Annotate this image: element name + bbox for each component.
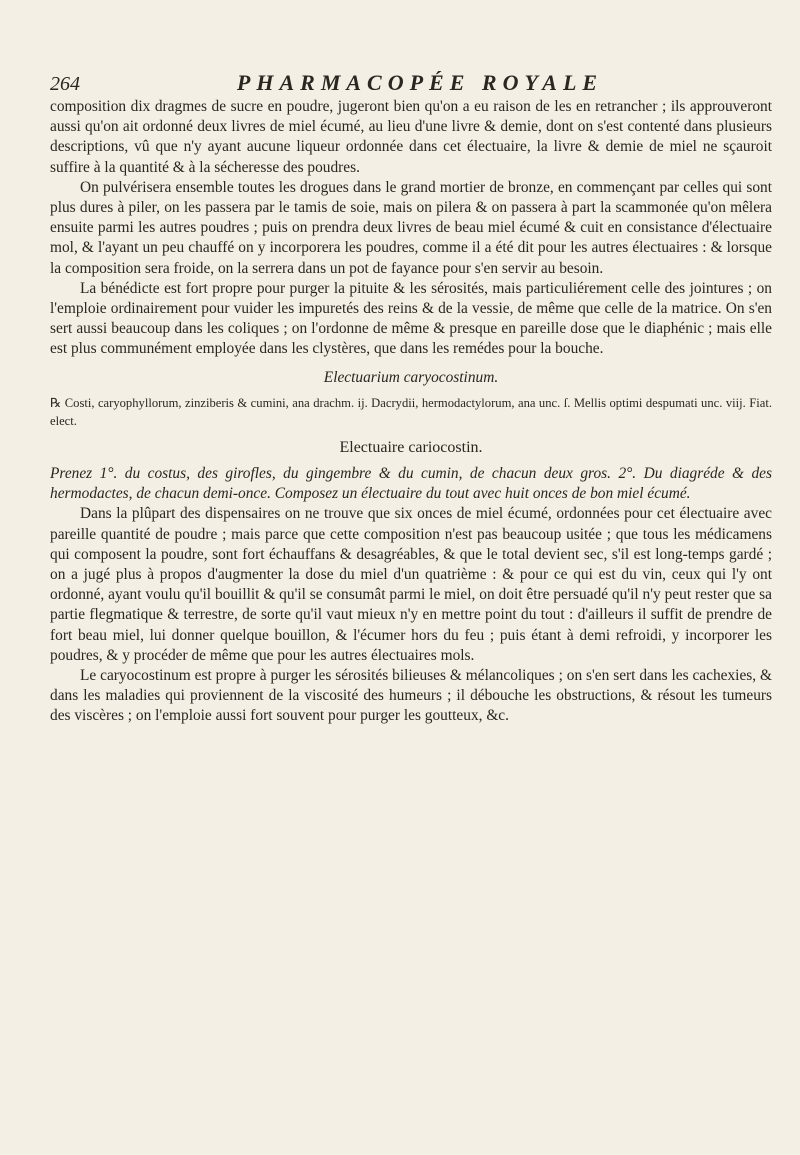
french-recipe-heading: Electuaire cariocostin. <box>339 438 483 456</box>
paragraph: Dans la plûpart des dispensaires on ne trouve que six onces de miel écumé, ordonnées pour cet électuaire avec pareille quantité de poudre ; mais parce que cette composition n'est pas beaucoup usitée ; que tous les médicamens qui composent la poudre, sont fort échauffans & desagréables, & que le total devient sec, s'il est long-temps gardé ; on a jugé plus à propos d'augmenter la dose du miel d'un quatrième : & pour ce qui est du vin, ceux qui l'y ont ordonné, ayant voulu qu'il bouillit & qu'il se consumât parmi le miel, on doit être persuadé qu'il n'y peut rester que sa partie flegmatique & terrestre, de sorte qu'il vaut mieux n'y en mettre point du tout : d'ailleurs il suffit de prendre de fort beau miel, lui donner quelque bouillon, & l'écumer hors du feu ; puis étant à demi refroidi, y incorporer les poudres, & y procéder de même que pour les autres électuaires mols. <box>50 505 772 664</box>
page-number: 264 <box>50 73 80 95</box>
paragraph: On pulvérisera ensemble toutes les drogues dans le grand mortier de bronze, en commençant par celles qui sont plus dures à piler, on les passera par le tamis de soie, mais on pilera & on passera à part la scammonée qu'on mêlera ensuite parmi les autres poudres ; puis on prendra deux livres de beau miel écumé & cuit en consistance d'électuaire mol, & l'ayant un peu chauffé on y incorporera les poudres, comme il a été dit pour les autres électuaires : & lorsque la composition sera froide, on la serrera dans un pot de fayance pour s'en servir au besoin. <box>50 178 772 277</box>
running-title: PHARMACOPÉE ROYALE <box>236 70 604 95</box>
page-body <box>50 97 772 727</box>
latin-recipe-formula: ℞ Costi, caryophyllorum, zinziberis & cumini, ana drachm. ij. Dacrydii, hermodactylorum, ana unc. ſ. Mellis optimi despumati unc. viij. Fiat. elect. <box>50 395 772 428</box>
paragraph: composition dix dragmes de sucre en poudre, jugeront bien qu'on a eu raison de les en retrancher ; ils approuveront aussi qu'on ait ordonné deux livres de miel écumé, au lieu d'une livre & demie, dont on s'est contenté dans plusieurs descriptions, vû que n'y ayant aucune liqueur ordonnée dans cet électuaire, la livre & demie de miel ne sçauroit suffire à la quantité & à la sécheresse des poudres. <box>50 98 772 176</box>
page-header <box>50 70 770 96</box>
paragraph: La bénédicte est fort propre pour purger la pituite & les sérosités, mais particuliérement celle des jointures ; on l'emploie ordinairement pour vuider les impuretés des reins & de la vessie, de même que celle de la matrice. On s'en sert aussi beaucoup dans les coliques ; on l'ordonne de même & presque en pareille dose que le diaphénic ; mais elle est plus communément employée dans les clystères, que dans les remédes pour la bouche. <box>50 279 772 358</box>
french-recipe-directions: Prenez 1°. du costus, des girofles, du gingembre & du cumin, de chacun deux gros. 2°. Du diagréde & des hermodactes, de chacun demi-once. Composez un électuaire du tout avec huit onces de bon miel écumé. <box>50 465 772 503</box>
latin-recipe-heading: Electuarium caryocostinum. <box>323 368 499 386</box>
paragraph: Le caryocostinum est propre à purger les sérosités bilieuses & mélancoliques ; on s'en sert dans les cachexies, & dans les maladies qui proviennent de la viscosité des humeurs ; il débouche les obstructions, & résout les tumeurs des viscères ; on l'emploie aussi fort souvent pour purger les goutteux, &c. <box>50 667 772 725</box>
